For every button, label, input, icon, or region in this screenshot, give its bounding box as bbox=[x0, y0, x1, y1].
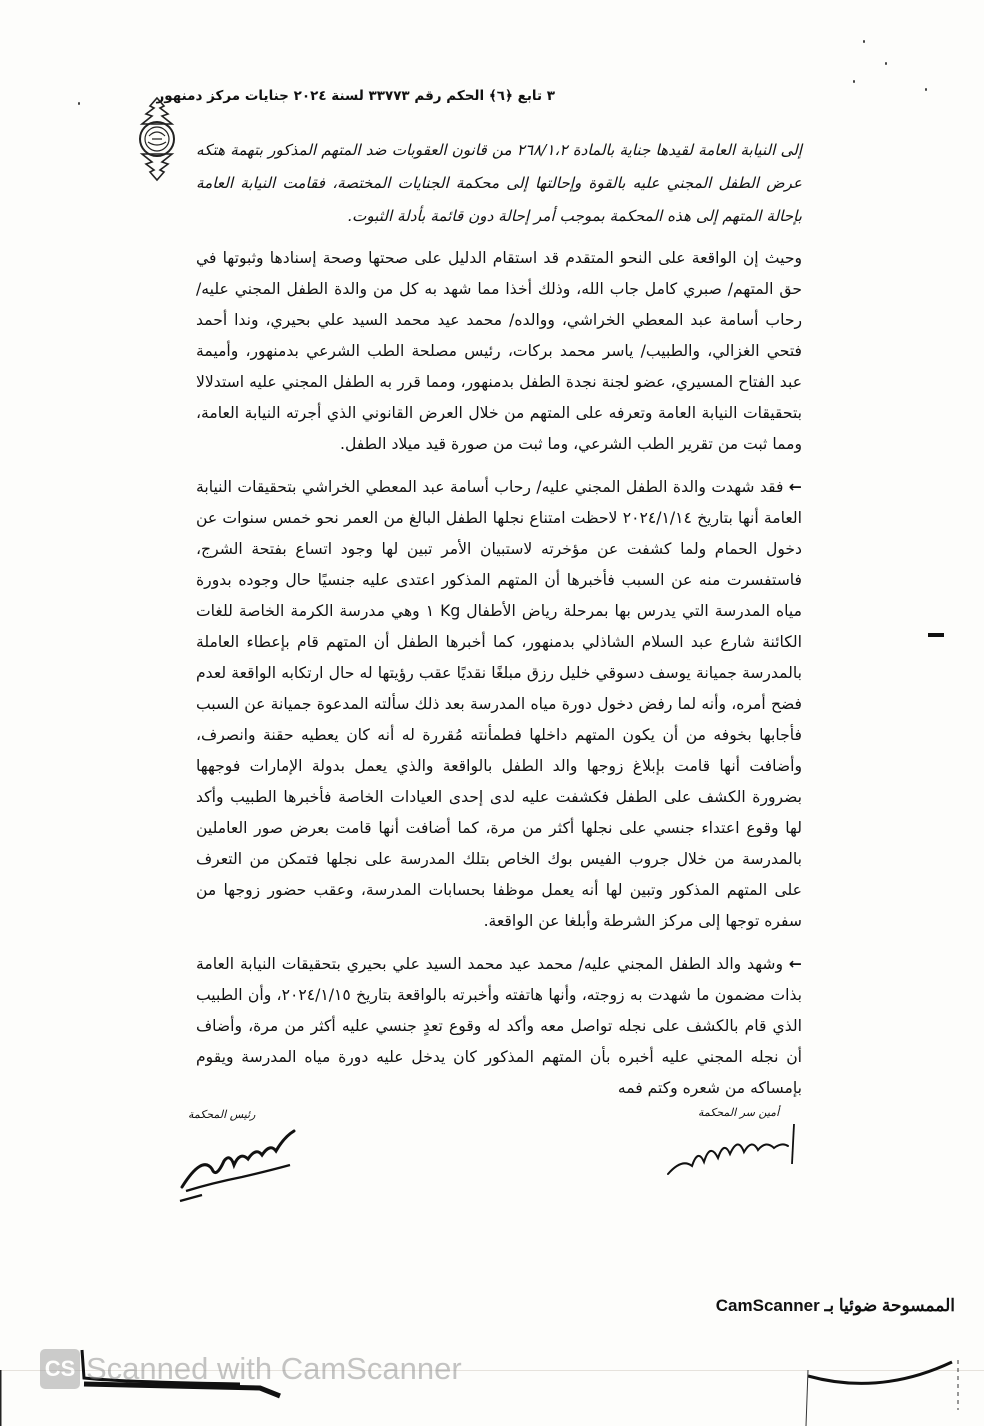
judgment-header: ٣ تابع ﴿٦﴾ الحكم رقم ٣٣٧٧٣ لسنة ٢٠٢٤ جنايات مركز دمنهور bbox=[156, 88, 555, 104]
scan-speck bbox=[853, 80, 855, 83]
paragraph-father-testimony bbox=[196, 949, 802, 1104]
scan-speck bbox=[885, 62, 887, 65]
paragraph-text: وشهد والد الطفل المجني عليه/ محمد عيد محمد السيد علي بحيري بتحقيقات النيابة العامة بذات مضمون ما شهدت به زوجته، وأنها هاتفته وأخبرته بالواقعة بتاريخ ٢٠٢٤/١/١٥، وأن الطبيب الذي قام بالكشف على نجله تواصل معه وأكد له وقوع تعدٍ جنسي عليه أكثر من مرة، وأضاف أن نجله المجني عليه أخبره بأن المتهم المذكور كان يدخل عليه دورة مياه المدرسة ويقوم بإمساكه من شعره وكتم فمه bbox=[196, 955, 802, 1097]
camscanner-caption: الممسوحة ضوئيا بـ CamScanner bbox=[715, 1296, 955, 1315]
secretary-signature bbox=[664, 1118, 800, 1180]
camscanner-watermark-text: Scanned with CamScanner bbox=[86, 1351, 462, 1386]
signature-label-secretary: أمين سر المحكمة bbox=[698, 1106, 780, 1119]
judgment-body bbox=[196, 134, 802, 1104]
president-signature bbox=[172, 1125, 302, 1205]
camscanner-logo-icon: CS bbox=[40, 1349, 80, 1389]
camscanner-watermark bbox=[40, 1347, 462, 1391]
arrow-icon: ← bbox=[788, 478, 802, 496]
paragraph-text: إلى النيابة العامة لقيدها جناية بالمادة ٢٦٨/١،٢ من قانون العقوبات ضد المتهم المذكور بتهمة هتكه عرض الطفل المجني عليه بالقوة وإحالتها إلى محكمة الجنايات المختصة، فقامت النيابة العامة بإحالة المتهم إلى هذه المحكمة بموجب أمر إحالة دون قائمة بأدلة الثبوت. bbox=[196, 141, 803, 225]
scan-speck bbox=[78, 102, 80, 105]
paragraph-referral bbox=[196, 134, 802, 233]
paragraph-evidence bbox=[196, 243, 802, 460]
paragraph-text: وحيث إن الواقعة على النحو المتقدم قد استقام الدليل على صحتها وصحة إسنادها وثبوتها في حق المتهم/ صبري كامل جاب الله، وذلك أخذا مما شهد به كل من والدة الطفل المجني عليه/ رحاب أسامة عبد المعطي الخراشي، ووالده/ محمد عيد محمد السيد علي بحيري، وندا أحمد فتحي الغزالي، والطبيب/ ياسر محمد بركات، رئيس مصلحة الطب الشرعي بدمنهور، وأميمة عبد الفتاح المسيري، عضو لجنة نجدة الطفل بدمنهور، ومما قرر به الطفل المجني عليه استدلالا بتحقيقات النيابة العامة وتعرفه على المتهم من خلال العرض القانوني الذي أجرته النيابة العامة، ومما ثبت من تقرير الطب الشرعي، وما ثبت من صورة قيد ميلاد الطفل. bbox=[196, 249, 802, 453]
scan-speck bbox=[863, 40, 865, 43]
signature-label-president: رئيس المحكمة bbox=[188, 1108, 256, 1121]
scan-speck bbox=[925, 88, 927, 91]
margin-mark bbox=[928, 633, 944, 637]
arrow-icon: ← bbox=[788, 955, 802, 973]
paragraph-text: فقد شهدت والدة الطفل المجني عليه/ رحاب أسامة عبد المعطي الخراشي بتحقيقات النيابة العامة أنها بتاريخ ٢٠٢٤/١/١٤ لاحظت امتناع نجلها الطفل البالغ من العمر نحو خمس سنوات عن دخول الحمام ولما كشفت عن مؤخرته لاستبيان الأمر تبين لها وجود اتساع بفتحة الشرج، فاستفسرت منه عن السبب فأخبرها أن المتهم المذكور اعتدى عليه جنسيًا حال وجوده بدورة مياه المدرسة التي يدرس بها بمرحلة رياض الأطفال Kg ١ وهي مدرسة الكرمة الخاصة للغات الكائنة شارع عبد السلام الشاذلي بدمنهور، كما أخبرها الطفل أن المتهم قام بإعطاء العاملة بالمدرسة جميانة يوسف دسوقي خليل رزق مبلغًا نقديًا عقب رؤيتها له حال ارتكابه الواقعة لعدم فضح أمره، وأنه لما رفض دخول دورة مياه المدرسة بعد ذلك سألته المدعوة جميانة عن السبب فأجابها بخوفه من أن يكون المتهم داخلها فطمأنته مُقررة له أنه كان يعطيه حقنة وانصرف، وأضافت أنها قامت بإبلاغ زوجها والد الطفل بالواقعة والذي يعمل بدولة الإمارات فوجهها بضرورة الكشف على الطفل فكشفت عليه لدى إحدى العيادات الخاصة فأخبرها الطبيب وأكد لها وقوع اعتداء جنسي على نجلها أكثر من مرة، كما أضافت أنها قامت بعرض صور العاملين بالمدرسة من خلال جروب الفيس بوك الخاص بتلك المدرسة على نجلها فتمكن من التعرف على المتهم المذكور وتبين لها أنه يعمل موظفا بحسابات المدرسة، وعقب حضور زوجها من سفره توجها إلى مركز الشرطة وأبلغا عن الواقعة. bbox=[196, 478, 802, 930]
court-seal-icon bbox=[134, 96, 180, 182]
paragraph-mother-testimony bbox=[196, 472, 802, 937]
